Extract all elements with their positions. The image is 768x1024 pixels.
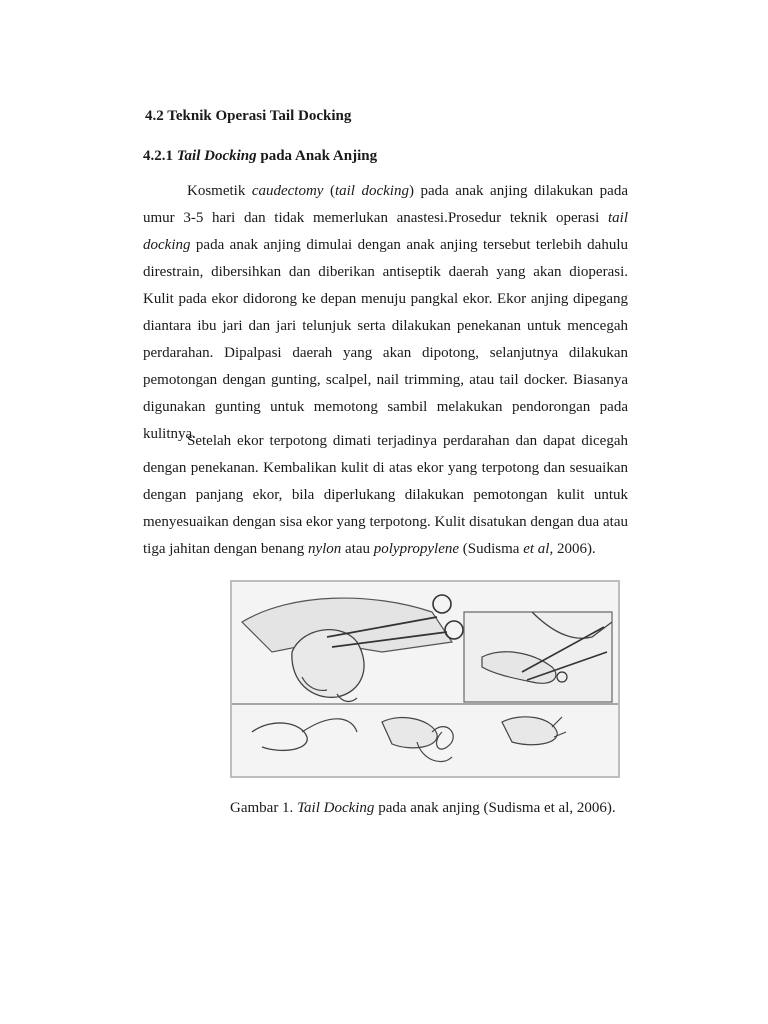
text-run: (	[323, 183, 335, 199]
italic-run: tail docking	[143, 210, 628, 253]
subsection-heading	[143, 148, 377, 165]
figure-illustration	[232, 582, 618, 776]
subsection-rest: pada Anak Anjing	[256, 148, 378, 164]
text-run: atau	[341, 541, 374, 557]
caption-italic: Tail Docking	[297, 800, 375, 816]
text-run: , 2006).	[549, 541, 596, 557]
text-run: Kosmetik	[187, 183, 252, 199]
italic-run: et al	[523, 541, 550, 557]
caption-prefix: Gambar 1.	[230, 800, 298, 816]
text-run: Setelah ekor terpotong dimati terjadinya perdarahan dan dapat dicegah dengan penekanan. Kembalikan kulit di atas ekor yang terpotong dan sesuaikan dengan panjang ekor, bila diperlukang dilakukan pemotongan kulit untuk menyesuaikan dengan sisa ekor yang terpotong. Kulit disatukan dengan dua atau tiga jahitan dengan benang	[143, 433, 628, 557]
italic-run: caudectomy	[251, 183, 324, 199]
paragraph-1	[143, 178, 628, 448]
italic-run: tail docking	[334, 183, 409, 199]
subsection-italic: Tail Docking	[176, 148, 257, 164]
text-run: (Sudisma	[459, 541, 524, 557]
italic-run: polypropylene	[373, 541, 460, 557]
paragraph-2	[143, 428, 628, 563]
text-run: ) pada anak anjing dilakukan pada umur 3-5 hari dan tidak memerlukan anastesi.Prosedur teknik operasi	[143, 183, 628, 226]
figure-caption	[230, 800, 616, 817]
italic-run: nylon	[307, 541, 342, 557]
section-heading: 4.2 Teknik Operasi Tail Docking	[145, 108, 352, 124]
subsection-number: 4.2.1	[143, 148, 177, 164]
caption-rest: pada anak anjing (Sudisma et al, 2006).	[374, 800, 616, 816]
figure-tail-docking	[230, 580, 620, 778]
text-run: pada anak anjing dimulai dengan anak anjing tersebut terlebih dahulu direstrain, dibersihkan dan diberikan antiseptik daerah yang akan dioperasi. Kulit pada ekor didorong ke depan menuju pangkal ekor. Ekor anjing dipegang diantara ibu jari dan jari telunjuk serta dilakukan penekanan untuk mencegah perdarahan. Dipalpasi daerah yang akan dipotong, selanjutnya dilakukan pemotongan dengan gunting, scalpel, nail trimming, atau tail docker. Biasanya digunakan gunting untuk memotong sambil melakukan pendorongan pada kulitnya.	[143, 237, 628, 442]
